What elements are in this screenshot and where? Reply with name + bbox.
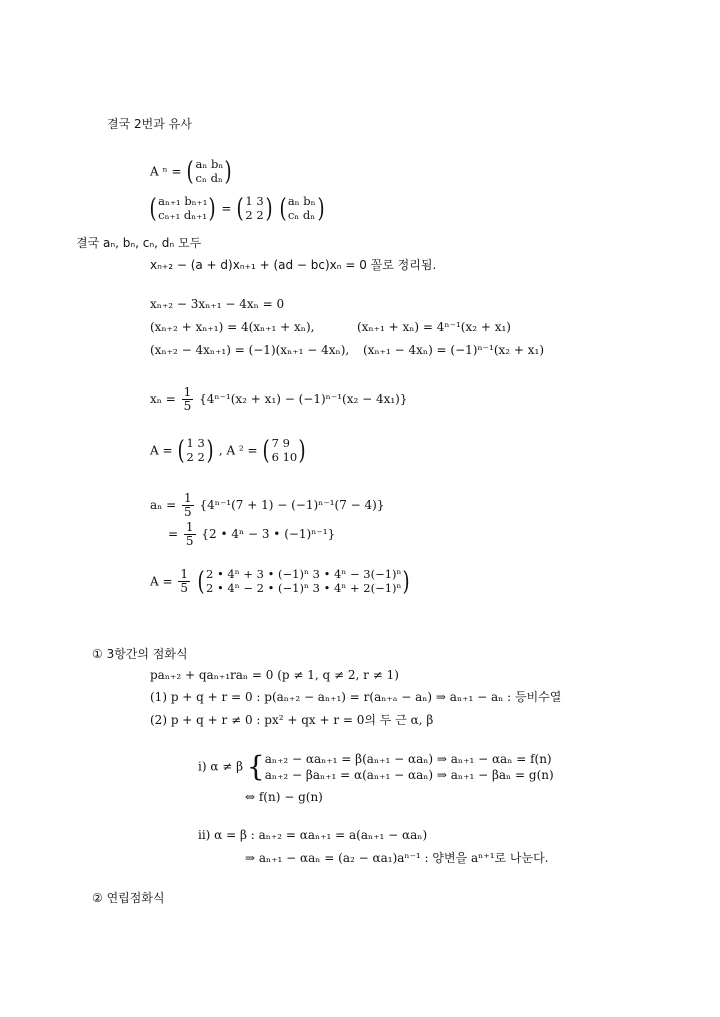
left-paren-icon: ( (279, 193, 287, 224)
a-final-lhs: A = (150, 574, 173, 589)
equals-sign: = (221, 201, 232, 216)
recurrence-form-line: xₙ₊₂ − (a + d)xₙ₊₁ + (ad − bc)xₙ = 0 꼴로 정리됨. (150, 258, 437, 272)
three-term-recurrence: paₙ₊₂ + qaₙ₊₁raₙ = 0 (p ≠ 1, q ≠ 2, r ≠ 1) (150, 668, 399, 682)
matrix-row: aₙ bₙ (195, 157, 224, 171)
matrix-row: 2 • 4ⁿ − 2 • (−1)ⁿ 3 • 4ⁿ + 2(−1)ⁿ (206, 580, 402, 595)
case-i-label: i) α ≠ β (198, 759, 244, 774)
left-paren-icon: ( (236, 193, 244, 224)
closed-form-matrix (196, 568, 412, 596)
a-squared-lhs: , A ² = (218, 443, 258, 458)
factor-line-1b: (xₙ₊₁ + xₙ) = 4ⁿ⁻¹(x₂ + x₁) (357, 320, 511, 334)
one-fifth-fraction (178, 568, 190, 595)
all-sequences-line: 결국 aₙ, bₙ, cₙ, dₙ 모두 (76, 236, 202, 250)
left-paren-icon: ( (177, 435, 186, 466)
an-rhs-1: {4ⁿ⁻¹(7 + 1) − (−1)ⁿ⁻¹(7 − 4)} (199, 498, 385, 513)
factor-line-1a: (xₙ₊₂ + xₙ₊₁) = 4(xₙ₊₁ + xₙ), (150, 320, 315, 334)
page-title: 결국 2번과 유사 (107, 117, 192, 131)
left-brace-icon: { (246, 750, 265, 784)
matrix-row: cₙ dₙ (287, 207, 316, 222)
matrix-row: 7 9 (271, 436, 290, 450)
right-paren-icon: ) (403, 566, 411, 597)
factor-line-2b: (xₙ₊₁ − 4xₙ) = (−1)ⁿ⁻¹(x₂ + x₁) (363, 343, 545, 357)
case-i-system (198, 751, 554, 783)
xn-rhs: {4ⁿ⁻¹(x₂ + x₁) − (−1)ⁿ⁻¹(x₂ − 4x₁)} (199, 392, 408, 407)
section-1-heading: ① 3항간의 점화식 (92, 647, 188, 661)
fraction-denominator: 5 (180, 581, 189, 596)
xn-lhs: xₙ = (150, 392, 176, 407)
right-paren-icon: ) (265, 193, 273, 224)
characteristic-recurrence: xₙ₊₂ − 3xₙ₊₁ − 4xₙ = 0 (150, 297, 285, 311)
a-lhs: A = (150, 443, 173, 458)
matrix-row: aₙ bₙ (287, 194, 316, 208)
right-paren-icon: ) (224, 156, 232, 187)
case-i-conclusion: ⇔ f(n) − g(n) (245, 790, 323, 804)
fraction-numerator: 1 (185, 520, 194, 534)
an-formula-line-2 (168, 521, 335, 548)
one-fifth-fraction (182, 492, 194, 519)
one-fifth-fraction (182, 386, 194, 413)
current-matrix (278, 195, 326, 223)
an-matrix (185, 158, 233, 186)
an-matrix-closed-form (150, 568, 412, 596)
next-matrix (148, 195, 218, 223)
fraction-numerator: 1 (184, 491, 192, 505)
an-matrix-definition (150, 158, 234, 186)
fraction-denominator: 5 (183, 399, 192, 414)
case-ii-line: ii) α = β : aₙ₊₂ = αaₙ₊₁ = a(aₙ₊₁ − αaₙ) (198, 828, 428, 842)
coefficient-matrix (235, 195, 274, 223)
matrix-recurrence (148, 195, 326, 223)
an-rhs-2: {2 • 4ⁿ − 3 • (−1)ⁿ⁻¹} (201, 527, 336, 542)
an-lhs: aₙ = (150, 498, 177, 513)
matrix-row: cₙ dₙ (195, 170, 223, 185)
matrix-row: 1 3 (245, 194, 264, 208)
matrix-a-and-square (150, 437, 307, 465)
matrix-row: 6 10 (271, 449, 298, 464)
matrix-row: cₙ₊₁ dₙ₊₁ (158, 207, 207, 222)
matrix-row: 2 • 4ⁿ + 3 • (−1)ⁿ 3 • 4ⁿ − 3(−1)ⁿ (206, 567, 402, 581)
right-paren-icon: ) (317, 193, 325, 224)
case-i-equations (247, 751, 554, 783)
one-fifth-fraction (184, 521, 196, 548)
case-ii-conclusion: ⇒ aₙ₊₁ − αaₙ = (a₂ − αa₁)aⁿ⁻¹ : 양변을 aⁿ⁺¹로 나눈다. (245, 851, 549, 865)
left-paren-icon: ( (262, 435, 271, 466)
xn-general-term (150, 386, 407, 413)
right-paren-icon: ) (206, 435, 214, 466)
an-formula-line-1 (150, 492, 384, 519)
matrix-row: aₙ₊₁ bₙ₊₁ (158, 194, 208, 208)
left-paren-icon: ( (186, 156, 195, 187)
case-2-line: (2) p + q + r ≠ 0 : px² + qx + r = 0의 두 근 α, β (150, 713, 434, 727)
left-paren-icon: ( (149, 193, 157, 224)
an-eq: = (168, 527, 179, 542)
matrix-row: 2 2 (245, 207, 264, 222)
matrix-a-squared (261, 437, 307, 465)
left-paren-icon: ( (197, 566, 205, 597)
fraction-denominator: 5 (185, 534, 194, 549)
matrix-row: 1 3 (186, 436, 205, 450)
factor-line-2a: (xₙ₊₂ − 4xₙ₊₁) = (−1)(xₙ₊₁ − 4xₙ), (150, 343, 350, 357)
fraction-numerator: 1 (183, 385, 192, 399)
section-2-heading: ② 연립점화식 (92, 891, 165, 905)
an-lhs: A ⁿ = (150, 164, 182, 179)
fraction-numerator: 1 (180, 567, 189, 582)
case-1-line: (1) p + q + r = 0 : p(aₙ₊₂ − aₙ₊₁) = r(aₙ₊ₐ − aₙ) ⇒ aₙ₊₁ − aₙ : 등비수열 (150, 690, 562, 704)
matrix-a (176, 437, 215, 465)
fraction-denominator: 5 (184, 505, 192, 520)
right-paren-icon: ) (208, 193, 216, 224)
system-row: aₙ₊₂ − αaₙ₊₁ = β(aₙ₊₁ − αaₙ) ⇒ aₙ₊₁ − αaₙ = f(n) (264, 752, 552, 766)
right-paren-icon: ) (298, 435, 306, 466)
matrix-row: 2 2 (186, 449, 205, 464)
system-row: aₙ₊₂ − βaₙ₊₁ = α(aₙ₊₁ − αaₙ) ⇒ aₙ₊₁ − βaₙ = g(n) (264, 768, 554, 783)
